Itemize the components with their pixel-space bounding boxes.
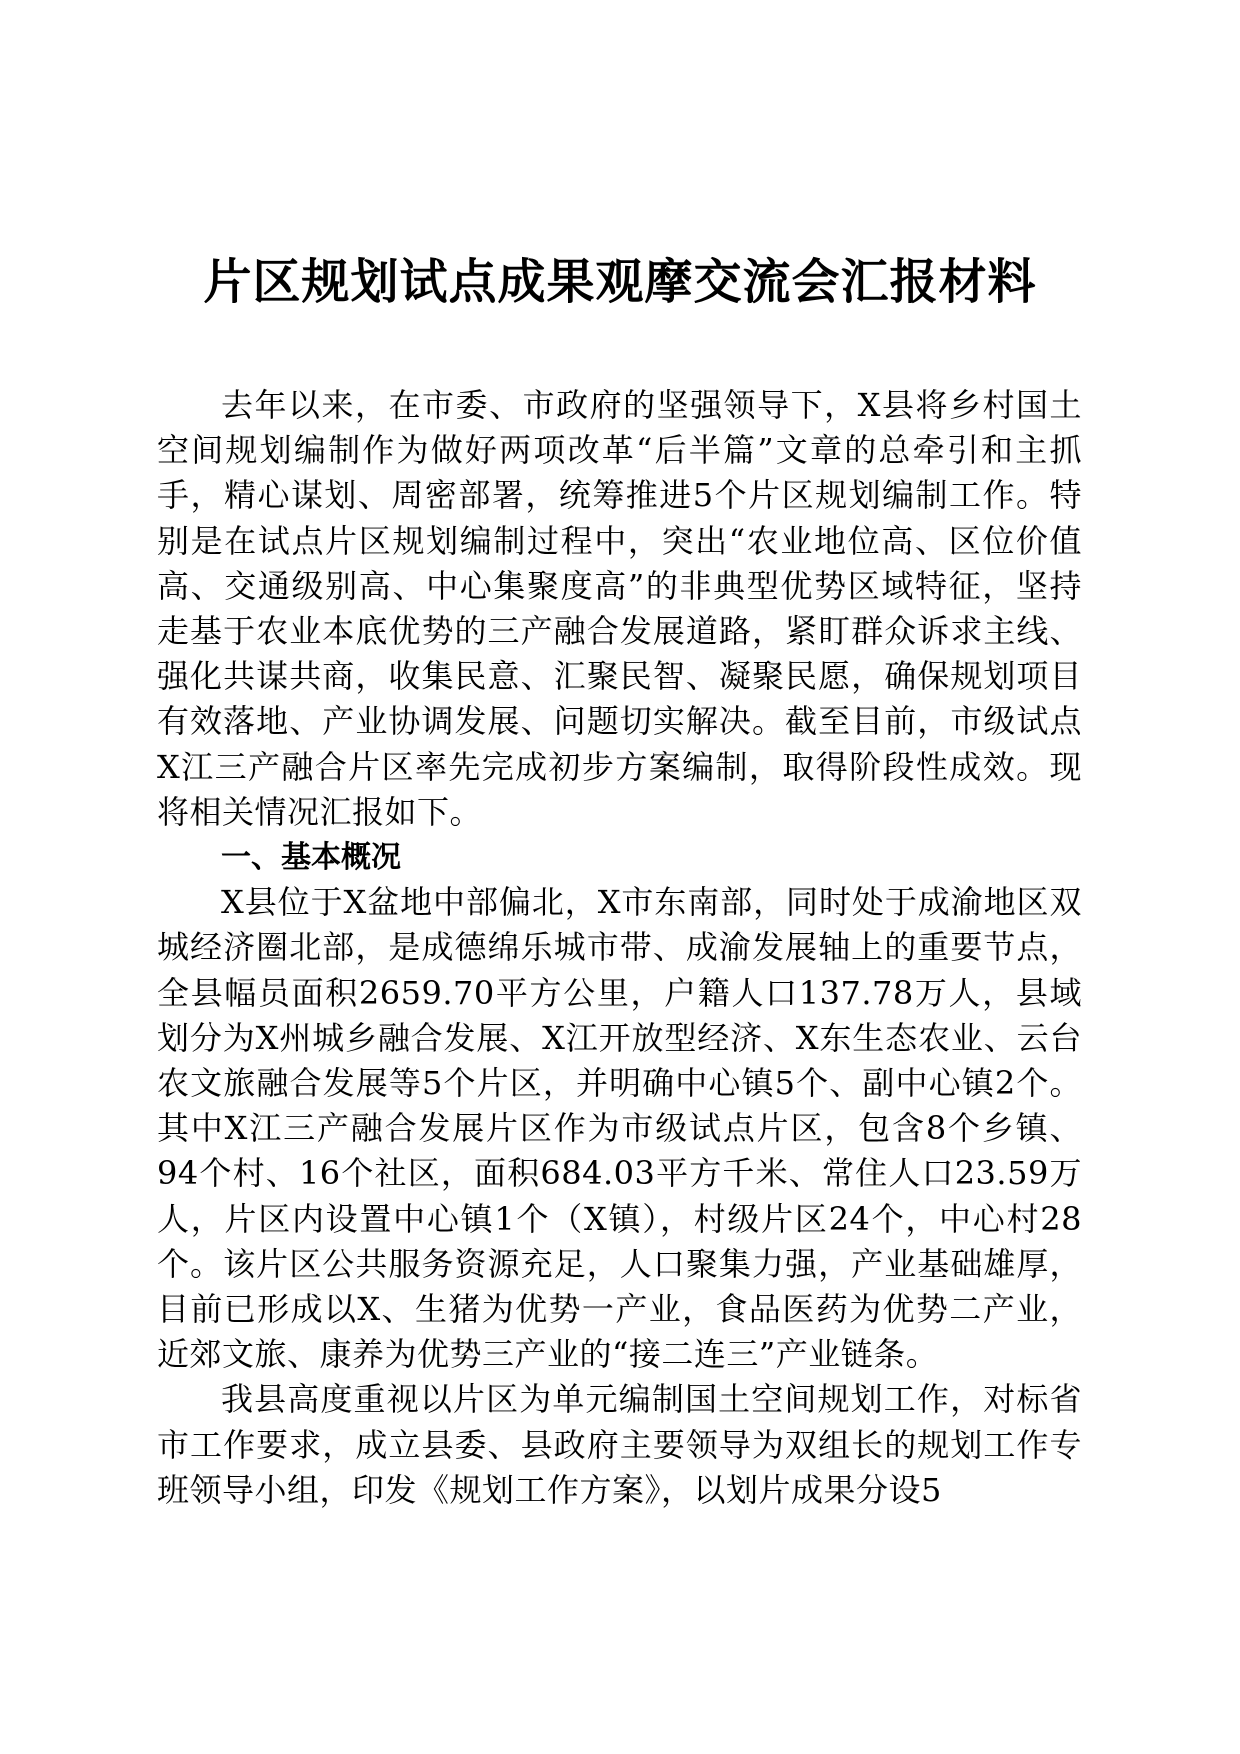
section-heading-basic-overview: 一、基本概况 [221, 840, 401, 876]
intro-paragraph: 去年以来，在市委、市政府的坚强领导下，X县将乡村国土空间规划编制作为做好两项改革“后半篇”文章的总牵引和主抓手，精心谋划、周密部署，统筹推进5个片区规划编制工作。特别是在试点片区规划编制过程中，突出“农业地位高、区位价值高、交通级别高、中心集聚度高”的非典型优势区域特征，坚持走基于农业本底优势的三产融合发展道路，紧盯群众诉求主线、强化共谋共商，收集民意、汇聚民智、凝聚民愿，确保规划项目有效落地、产业协调发展、问题切实解决。截至目前，市级试点X江三产融合片区率先完成初步方案编制，取得阶段性成效。现将相关情况汇报如下。 [157, 386, 1082, 831]
document-title: 片区规划试点成果观摩交流会汇报材料 [203, 254, 1037, 310]
document-body [157, 383, 1082, 1513]
basic-overview-paragraph-2: 我县高度重视以片区为单元编制国土空间规划工作，对标省市工作要求，成立县委、县政府主要领导为双组长的规划工作专班领导小组，印发《规划工作方案》，以划片成果分设5 [157, 1380, 1082, 1509]
basic-overview-paragraph-1: X县位于X盆地中部偏北，X市东南部，同时处于成渝地区双城经济圈北部，是成德绵乐城市带、成渝发展轴上的重要节点，全县幅员面积2659.70平方公里，户籍人口137.78万人，县域划分为X州城乡融合发展、X江开放型经济、X东生态农业、云台农文旅融合发展等5个片区，并明确中心镇5个、副中心镇2个。其中X江三产融合发展片区作为市级试点片区，包含8个乡镇、94个村、16个社区，面积684.03平方千米、常住人口23.59万人，片区内设置中心镇1个（X镇），村级片区24个，中心村28个。该片区公共服务资源充足，人口聚集力强，产业基础雄厚，目前已形成以X、生猪为优势一产业，食品医药为优势二产业，近郊文旅、康养为优势三产业的“接二连三”产业链条。 [157, 883, 1082, 1374]
